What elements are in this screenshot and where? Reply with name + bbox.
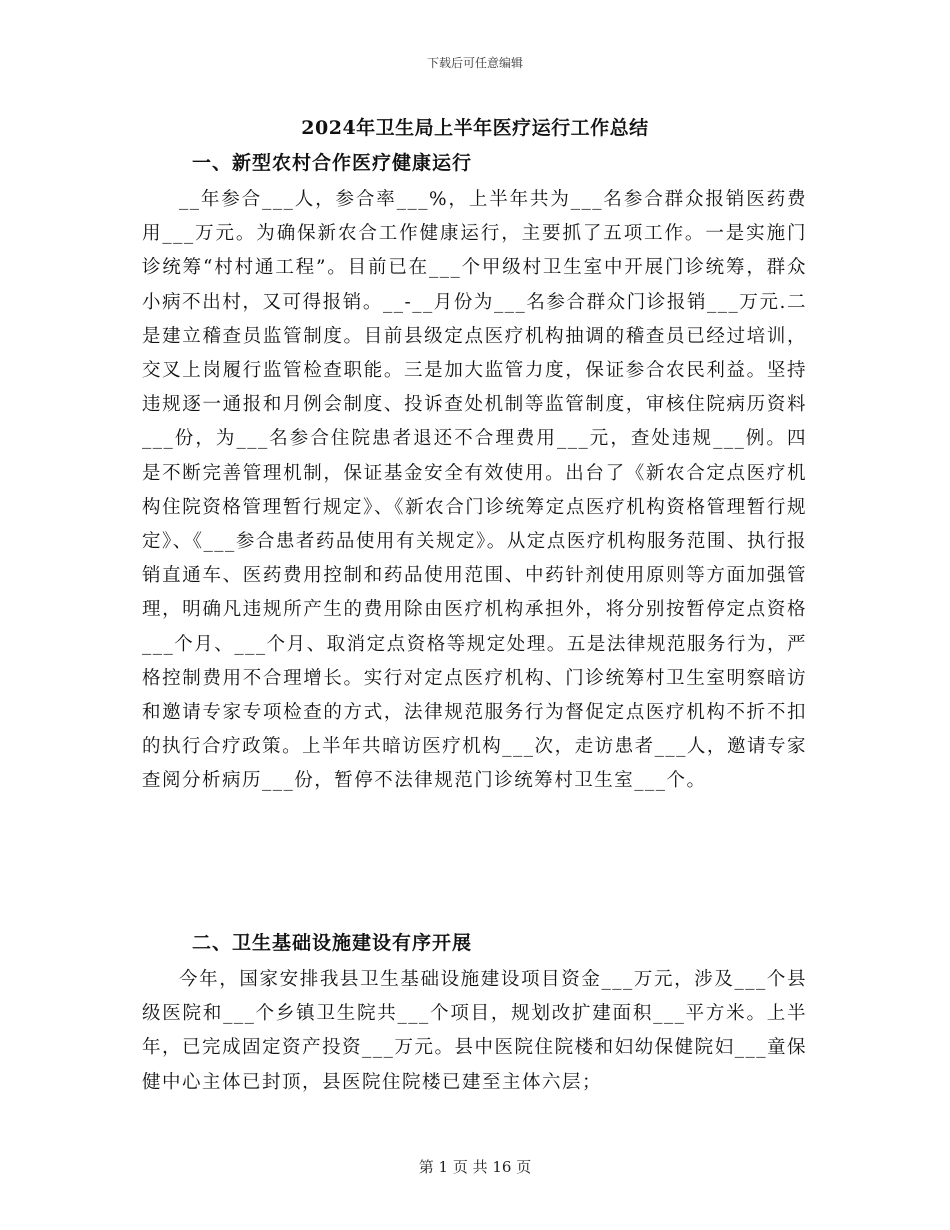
section-paragraph-2: 今年，国家安排我县卫生基础设施建设项目资金___万元，涉及___个县级医院和___个乡镇卫生院共___个项目，规划改扩建面积___平方米。上半年，已完成固定资产投资___万元。县中医院住院楼和妇幼保健院妇___童保健中心主体已封顶，县医院住院楼已建至主体六层； — [142, 969, 807, 1093]
section-heading-2: 二、卫生基础设施建设有序开展 — [192, 932, 473, 954]
section-paragraph-1: __年参合___人，参合率___%，上半年共为___名参合群众报销医药费用___万元。为确保新农合工作健康运行，主要抓了五项工作。一是实施门诊统筹“村村通工程”。目前已在___个甲级村卫生室中开展门诊统筹，群众小病不出村，又可得报销。__-__月份为___名参合群众门诊报销___万元.二是建立稽查员监管制度。目前县级定点医疗机构抽调的稽查员已经过培训，交叉上岗履行监管检查职能。三是加大监管力度，保证参合农民利益。坚持违规逐一通报和月例会制度、投诉查处机制等监管制度，审核住院病历资料___份，为___名参合住院患者退还不合理费用___元，查处违规___例。四是不断完善管理机制，保证基金安全有效使用。出台了《新农合定点医疗机构住院资格管理暂行规定》、《新农合门诊统筹定点医疗机构资格管理暂行规定》、《___参合患者药品使用有关规定》。从定点医疗机构服务范围、执行报销直通车、医药费用控制和药品使用范围、中药针剂使用原则等方面加强管理，明确凡违规所产生的费用除由医疗机构承担外，将分别按暂停定点资格___个月、___个月、取消定点资格等规定处理。五是法律规范服务行为，严格控制费用不合理增长。实行对定点医疗机构、门诊统筹村卫生室明察暗访和邀请专家专项检查的方式，法律规范服务行为督促定点医疗机构不折不扣的执行合疗政策。上半年共暗访医疗机构___次，走访患者___人，邀请专家查阅分析病历___份，暂停不法律规范门诊统筹村卫生室___个。 — [142, 189, 807, 792]
page-footer: 第 1 页 共 16 页 — [418, 1158, 532, 1176]
header-note: 下载后可任意编辑 — [426, 56, 523, 70]
section-heading-1: 一、新型农村合作医疗健康运行 — [192, 152, 473, 174]
document-title: 2024年卫生局上半年医疗运行工作总结 — [301, 117, 649, 139]
